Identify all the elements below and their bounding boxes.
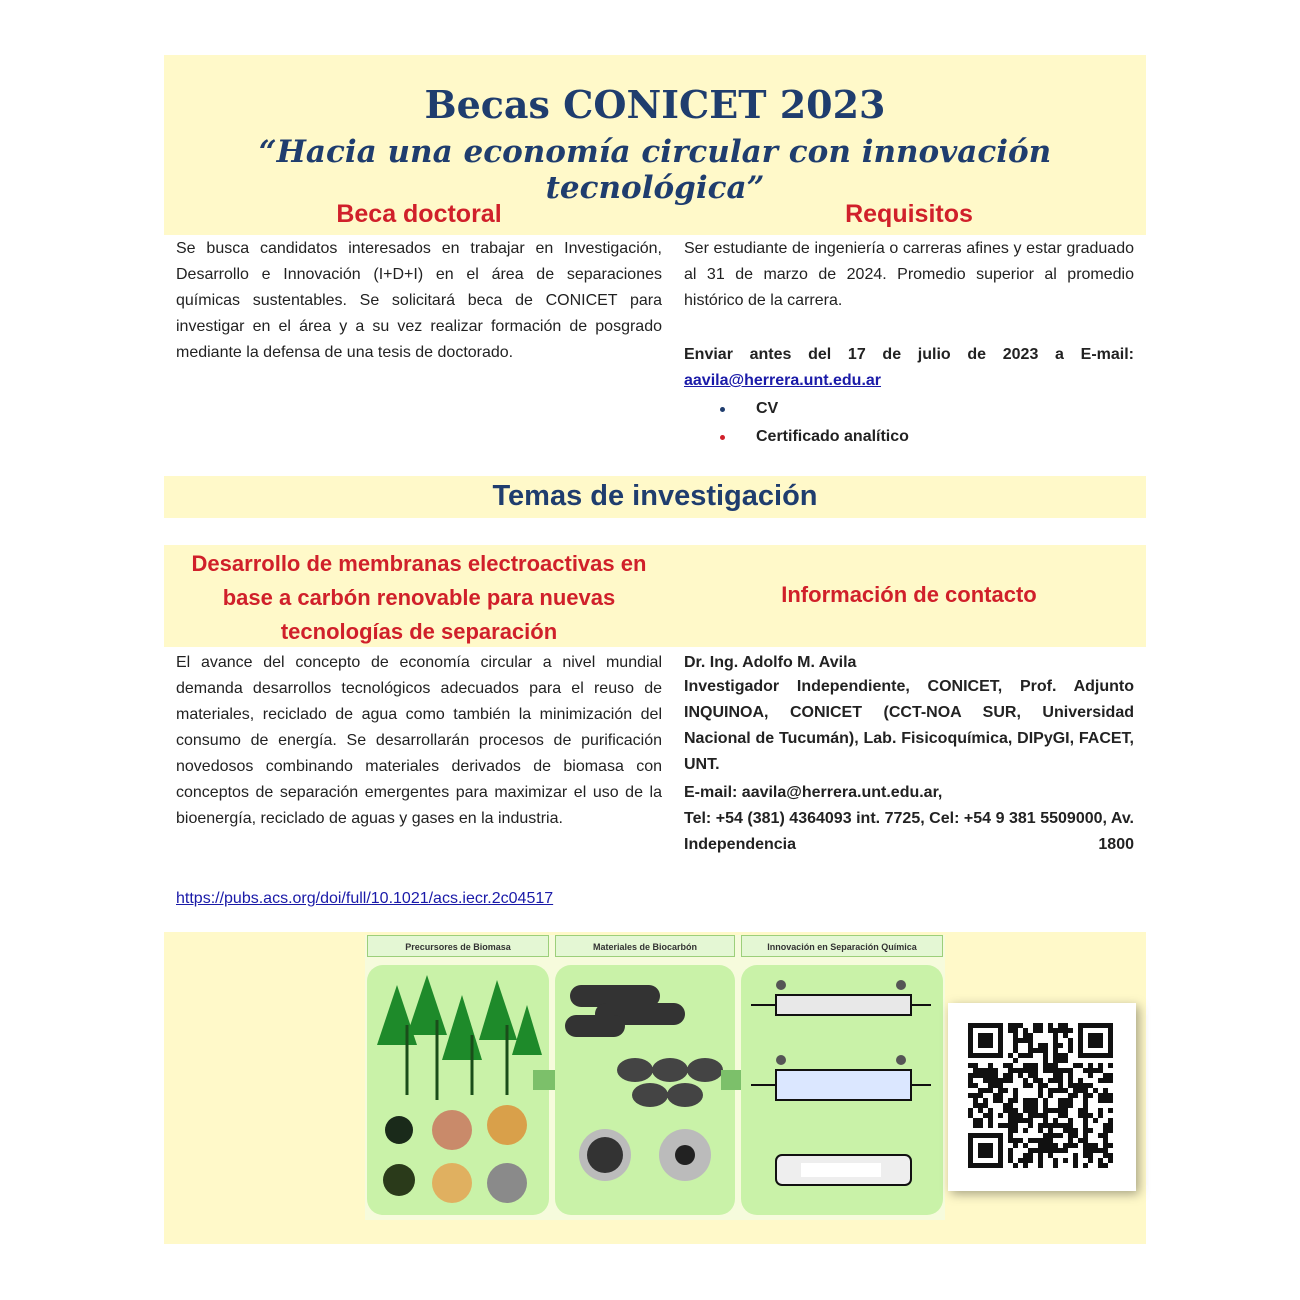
requirement-item	[684, 423, 1134, 451]
biochar-figure	[365, 935, 945, 1220]
topic-heading: Desarrollo de membranas electroactivas en base a carbón renovable para nuevas tecnologías de separación	[191, 551, 647, 644]
qr-code[interactable]	[948, 1003, 1136, 1191]
contact-phone: Tel: +54 (381) 4364093 int. 7725, Cel: +54 9 381 5509000, Av. Independencia 1800	[684, 810, 1134, 853]
panel-heading: Innovación en Separación Química	[741, 935, 943, 957]
page-title: Becas CONICET 2023	[424, 82, 886, 127]
biochar-panel	[555, 965, 735, 1215]
topic-text: El avance del concepto de economía circular a nivel mundial demanda desarrollos tecnológicos adecuados para el reuso de materiales, reciclado de agua como también la minimización del consumo de energía. Se desarrollarán procesos de purificación novedosos combinando materiales derivados de biomasa con conceptos de separación emergentes para maximizar el uso de la bioenergía, reciclado de aguas y gases en la industria.	[176, 654, 662, 827]
send-deadline-text: Enviar antes del 17 de julio de 2023 a E-mail:	[684, 346, 1134, 363]
requisitos-email-link[interactable]: aavila@herrera.unt.edu.ar	[684, 372, 882, 389]
panel-heading: Materiales de Biocarbón	[555, 935, 735, 957]
requirement-item	[684, 395, 1134, 423]
contact-heading: Información de contacto	[781, 582, 1037, 607]
bullet-icon	[720, 435, 725, 440]
biomass-illustration	[367, 965, 549, 1215]
bullet-icon	[720, 407, 725, 412]
requisitos-text: Ser estudiante de ingeniería o carreras afines y estar graduado al 31 de marzo de 2024. Promedio superior al promedio histórico de la carrera.	[684, 240, 1134, 309]
page-subtitle: “Hacia una economía circular con innovación tecnológica”	[258, 134, 1052, 206]
qr-code-icon	[948, 1003, 1136, 1191]
separation-panel	[741, 965, 943, 1215]
biochar-illustration	[555, 965, 735, 1215]
biomass-panel	[367, 965, 549, 1215]
beca-text: Se busca candidatos interesados en trabajar en Investigación, Desarrollo e Innovación (I+D+I) en el área de separaciones químicas sustentables. Se solicitará beca de CONICET para investigar en el área y a su vez realizar formación de posgrado mediante la defensa de una tesis de doctorado.	[176, 240, 662, 361]
panel-heading: Precursores de Biomasa	[367, 935, 549, 957]
requirement-label: CV	[756, 400, 779, 417]
requirement-label: Certificado analítico	[756, 428, 909, 445]
contact-email: E-mail: aavila@herrera.unt.edu.ar,	[684, 784, 943, 801]
beca-heading: Beca doctoral	[336, 200, 502, 228]
requirements-list	[684, 395, 1134, 451]
requisitos-heading: Requisitos	[845, 200, 973, 228]
temas-heading: Temas de investigación	[492, 480, 818, 512]
topic-article-link[interactable]: https://pubs.acs.org/doi/full/10.1021/acs.iecr.2c04517	[176, 890, 554, 907]
separation-illustration	[741, 965, 943, 1215]
contact-affiliation: Investigador Independiente, CONICET, Prof. Adjunto INQUINOA, CONICET (CCT-NOA SUR, Universidad Nacional de Tucumán), Lab. Fisicoquímica, DIPyGI, FACET, UNT.	[684, 678, 1134, 773]
contact-name: Dr. Ing. Adolfo M. Avila	[684, 654, 857, 671]
